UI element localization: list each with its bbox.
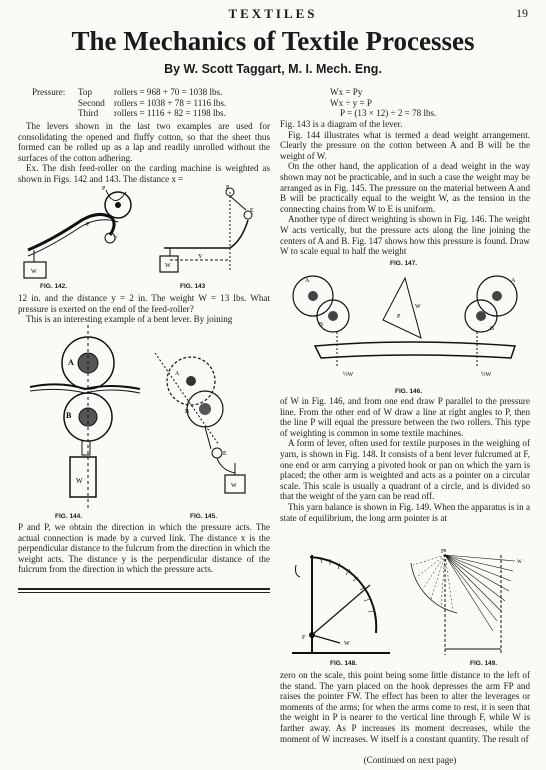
svg-text:P: P <box>102 186 106 192</box>
equation-2: Wx ÷ y = P <box>330 97 372 108</box>
pressure-label: Pressure: <box>32 87 66 97</box>
figure-144-caption: FIG. 144. <box>55 513 83 520</box>
svg-text:B: B <box>319 322 324 328</box>
svg-text:W: W <box>231 483 237 489</box>
byline: By W. Scott Taggart, M. I. Mech. Eng. <box>164 62 382 76</box>
pressure-row-third <box>32 108 272 119</box>
figure-146-caption: FIG. 146. <box>395 388 423 395</box>
article-title: The Mechanics of Textile Processes <box>71 26 475 56</box>
paragraph: Fig. 143 is a diagram of the lever. <box>280 119 403 129</box>
left-column-conclusion <box>18 522 270 575</box>
svg-text:W: W <box>517 560 522 565</box>
figure-145-caption: FIG. 145. <box>190 513 218 520</box>
pressure-row-top <box>32 87 272 98</box>
left-column-intro <box>18 121 270 185</box>
svg-text:A: A <box>68 358 74 367</box>
right-column-text-1 <box>280 119 530 257</box>
right-column-text-2 <box>280 396 530 523</box>
running-title: TEXTILES <box>228 6 318 21</box>
svg-text:A: A <box>305 278 310 284</box>
paragraph: Fig. 144 illustrates what is termed a dead weight arrangement. Clearly the pressure on the cotton between A and B will be the weight of W. <box>280 129 530 161</box>
svg-text:W: W <box>165 263 171 269</box>
svg-text:W: W <box>415 304 421 310</box>
svg-text:B: B <box>490 326 495 332</box>
svg-text:W: W <box>76 477 83 485</box>
equation-3: P = (13 × 12) ÷ 2 = 78 lbs. <box>340 108 437 119</box>
page-number: 19 <box>516 6 528 20</box>
svg-text:P: P <box>397 314 401 320</box>
figure-145-diagram <box>155 345 265 505</box>
svg-text:E: E <box>250 208 254 214</box>
divider <box>18 588 270 590</box>
figure-143-diagram <box>150 180 270 280</box>
paragraph: P and P, we obtain the direction in which the pressure acts. The actual connection is made by a curved link. The distance x is the perpendicular distance to the fulcrum from the direction in which the weight acts. The distance y is the perpendicular distance of the fulcrum from the direction in which the pressure acts. <box>18 522 270 575</box>
pressure-row-text: rollers = 1038 + 78 = 1116 lbs. <box>114 97 227 108</box>
paragraph: zero on the scale, this point being some little distance to the left of the stand. The yarn placed on the hook depresses the arm FP and raises the pointer FW. The effect has been to alter the leverages or moments of the arms; for when the arms come to rest, it is seen that the weight in P is nearer to the vertical line through F, while W is farther away. As P increases its moment decreases, while the moment of W increases. W itself is a constant quantity. The result of <box>280 670 530 744</box>
figure-143-caption: FIG. 143 <box>180 283 206 290</box>
pressure-row-second <box>32 98 272 109</box>
paragraph: of W in Fig. 146, and from one end draw P parallel to the pressure line. From the other end of W draw a line at right angles to P, then the line P will equal the pressure between the two rollers. This type of weighting is common in some textile machines. <box>280 396 530 438</box>
pressure-row-text: rollers = 1116 + 82 = 1198 lbs. <box>114 108 226 119</box>
svg-text:½W: ½W <box>343 372 354 378</box>
paragraph: The levers shown in the last two examples are used for consolidating the opened and fluffy cotton, so that the sheet thus formed can be rolled up as a lap and readily unrolled without the surfaces of the cotton adhering. <box>18 121 270 163</box>
figure-142-caption: FIG. 142. <box>40 283 68 290</box>
figure-146-147-diagram <box>285 268 535 386</box>
paragraph: This is an interesting example of a bent lever. By joining <box>26 314 233 325</box>
pressure-row-name: Top <box>78 87 93 97</box>
paragraph: A form of lever, often used for textile purposes in the weighing of yarn, is shown in Fig. 148. It consists of a bent lever fulcrumed at F, one end or arm carrying a pivoted hook or pan on which the yarn is placed; the other arm is weighted and acts as a pointer on a circular scale. This scale is usually a quadrant of a circle, and is divided so that the weight of the yarn can be read off. <box>280 438 530 502</box>
continued-note: (Continued on next page) <box>363 755 457 765</box>
paragraph: 12 in. and the distance y = 2 in. The weight W = 13 lbs. What pressure is exerted on the end of the feed-roller? <box>18 293 270 314</box>
figure-144-diagram <box>30 325 140 510</box>
figure-142-diagram <box>22 180 152 280</box>
equations <box>300 87 530 119</box>
figure-148-diagram <box>290 545 400 660</box>
equation-1: Wx = Py <box>330 87 363 97</box>
svg-text:A: A <box>175 371 180 377</box>
left-column-example <box>18 293 270 325</box>
pressure-row-name: Second <box>78 97 105 108</box>
svg-text:B: B <box>185 409 190 415</box>
figure-147-caption: FIG. 147. <box>390 260 418 267</box>
divider <box>18 592 270 593</box>
paragraph: Another type of direct weighting is shown in Fig. 146. The weight W acts vertically, but the pressure acts along the line joining the centers of A and B. Fig. 147 shows how this pressure is found. Draw W to scale equal to half the weight <box>280 214 530 257</box>
paragraph: This yarn balance is shown in Fig. 149. When the apparatus is in a state of equilibrium, the long arm pointer is at <box>280 501 530 523</box>
pressure-table <box>32 87 272 119</box>
figure-149-caption: FIG. 149. <box>470 660 498 667</box>
pressure-row-text: rollers = 968 + 70 = 1038 lbs. <box>114 87 223 97</box>
paragraph: On the other hand, the application of a dead weight in the way shown may not be practicable, and in such a case the weight may be arranged as in Fig. 145. The pressure on the material between A and B will be practically equal to the weight W, as the tension in the connecting chains from W to E is uniform. <box>280 161 530 214</box>
figure-148-caption: FIG. 148. <box>330 660 358 667</box>
svg-text:P: P <box>226 185 230 191</box>
svg-text:½W: ½W <box>481 372 492 378</box>
svg-text:W: W <box>344 641 350 647</box>
svg-text:F: F <box>441 549 445 555</box>
svg-text:W: W <box>31 269 37 275</box>
pressure-row-name: Third <box>78 108 99 119</box>
svg-text:E: E <box>223 451 227 457</box>
svg-text:A: A <box>511 278 516 284</box>
svg-text:F: F <box>114 236 118 242</box>
svg-text:F: F <box>302 635 306 641</box>
svg-text:P: P <box>86 222 90 228</box>
svg-text:B: B <box>66 411 72 420</box>
paragraph: Ex. The dish feed-roller on the carding machine is weighted as shown in Figs. 142 and 143. The distance x = <box>18 163 270 184</box>
right-column-text-3 <box>280 670 530 744</box>
svg-text:Y: Y <box>198 254 203 260</box>
figure-149-diagram <box>405 545 535 660</box>
